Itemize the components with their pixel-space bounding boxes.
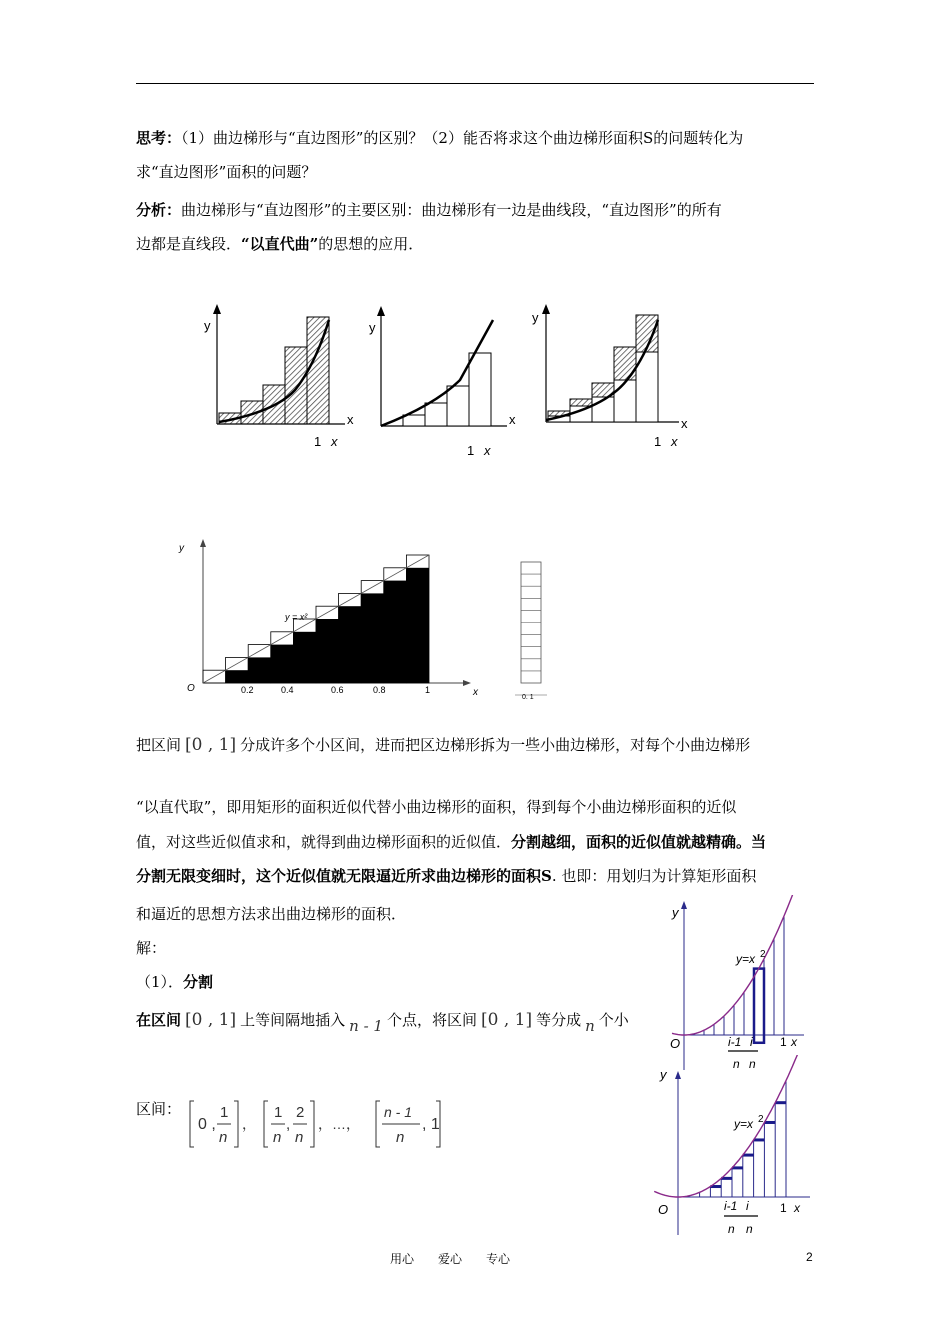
interval-dots: ，…， (318, 1116, 360, 1132)
fig-c-x-label: x (681, 416, 688, 431)
figure-c (532, 304, 688, 449)
header-rule (136, 83, 814, 84)
interval-1-den: n (219, 1129, 228, 1146)
fig4-n1: n (728, 1222, 735, 1236)
fig-a-one-label: 1 (314, 434, 322, 449)
step-text-d: 等分成 (536, 1011, 582, 1029)
fig-a-y-label: y (204, 318, 211, 333)
step-1 (136, 965, 213, 999)
black-bar (384, 581, 407, 683)
parabola-bars-figure (175, 535, 575, 705)
analysis-line2 (136, 227, 423, 261)
fig-a-xb-label: x (331, 434, 338, 449)
analysis-label: 分析： (136, 201, 182, 219)
black-bar (339, 606, 362, 683)
fig2-tick-0.8: 0.8 (373, 685, 386, 695)
analysis-text-2a: 边都是直线段． (136, 235, 242, 253)
step-number: （1）． (136, 973, 184, 991)
partition-text-b: 分成许多个小区间，进而把区边梯形拆为一些小曲边梯形，对每个小曲边梯形 (240, 736, 751, 754)
analysis-text-2b: “以直代曲” (241, 235, 319, 253)
fig3-i: i (750, 1035, 753, 1049)
fig2-origin-label: O (187, 683, 195, 694)
step-text-b: 上等间隔地插入 (240, 1011, 346, 1029)
step-text-c: 个点，将区间 (386, 1011, 477, 1029)
fig3-y-label: y (672, 905, 679, 920)
riemann-figure-upper (654, 895, 814, 1080)
intervals-label (136, 1092, 181, 1126)
n-var: n (585, 1017, 595, 1035)
figure-b (369, 306, 516, 458)
black-bar (271, 645, 294, 683)
fig3-origin: O (670, 1036, 681, 1051)
interval-sep: ， (242, 1116, 256, 1132)
fig3-n2: n (749, 1057, 756, 1071)
intervals-formula (186, 1095, 456, 1155)
interval-1-left: 0 , (198, 1116, 216, 1133)
page-number: 2 (806, 1250, 813, 1264)
figure-a (204, 304, 354, 449)
fig3-i-minus-1: i-1 (728, 1035, 742, 1049)
analysis-paragraph (136, 193, 722, 227)
black-bar (316, 619, 339, 683)
interval-2-num1: 1 (274, 1104, 283, 1121)
strip-figure (515, 562, 547, 701)
interval-3-den: n (396, 1129, 405, 1146)
intervals-text: 区间： (136, 1100, 182, 1118)
interval-3-right: , 1 (422, 1116, 440, 1133)
fig-c-y-label: y (532, 310, 539, 325)
n-minus-1: n - 1 (349, 1017, 383, 1035)
fig-b-one-label: 1 (467, 443, 475, 458)
approx-text-1: “以直代取”，即用矩形的面积近似代替小曲边梯形的面积，得到每个小曲边梯形面积的近似 (136, 798, 737, 816)
step-text-e: 个小 (598, 1011, 629, 1029)
black-bar (361, 593, 384, 683)
thinking-question (136, 121, 743, 155)
fig3-x: x (791, 1035, 797, 1049)
fig-c-xb-label: x (671, 434, 678, 449)
fig4-origin: O (658, 1202, 669, 1217)
approx-text-3b: . 也即：用划归为计算矩形面积 (551, 867, 757, 885)
fig4-i: i (746, 1199, 749, 1213)
fig-b-y-label: y (369, 320, 376, 335)
fig2-y-label: y (179, 543, 184, 554)
jie-text: 解： (136, 939, 167, 957)
fig-b-xb-label: x (484, 443, 491, 458)
black-bar (293, 632, 316, 683)
fig3-one: 1 (780, 1035, 787, 1049)
interval-2-den2: n (295, 1129, 304, 1146)
approximation-figures (195, 300, 715, 470)
interval-0-1-a: [0 , 1] (185, 1010, 237, 1030)
fig4-curve-sup: 2 (758, 1114, 764, 1125)
fig4-one: 1 (780, 1201, 787, 1215)
black-bar (248, 657, 271, 683)
fig3-curve-label: y=x (736, 952, 756, 966)
partition-text-a: 把区间 (136, 736, 182, 754)
approx-text-4: 和逼近的思想方法求出曲边梯形的面积． (136, 905, 407, 923)
fig4-n2: n (746, 1222, 753, 1236)
approx-paragraph-l1 (136, 790, 736, 824)
interval-1-num: 1 (220, 1104, 229, 1121)
thinking-text: （1）曲边梯形与“直边图形”的区别？（2）能否将求这个曲边梯形面积S的问题转化为 (181, 129, 744, 147)
interval-2-den1: n (273, 1129, 282, 1146)
fig-b-x-label: x (509, 412, 516, 427)
fig-a-x-label: x (347, 412, 354, 427)
fig3-n1: n (733, 1057, 740, 1071)
svg-text:,: , (286, 1116, 291, 1133)
fig4-y-label: y (660, 1067, 667, 1082)
step-text-a: 在区间 (136, 1011, 182, 1029)
black-bars (226, 568, 429, 683)
approx-paragraph-l2 (136, 825, 766, 859)
thinking-label: 思考： (136, 129, 182, 147)
fig2-tick-1: 1 (425, 685, 431, 695)
approx-text-3a: 分割无限变细时，这个近似值就无限逼近所求曲边梯形的面积S (136, 867, 552, 885)
fig2-tick-0.4: 0.4 (281, 685, 294, 695)
thinking-text-2: 求“直边图形”面积的问题？ (136, 163, 317, 181)
fig2-tick-0.2: 0.2 (241, 685, 254, 695)
black-bar (226, 670, 249, 683)
interval-0-1: [0 , 1] (185, 735, 237, 755)
analysis-text: 曲边梯形与“直边图形”的主要区别：曲边梯形有一边是曲线段，“直边图形”的所有 (181, 201, 722, 219)
approx-paragraph-l4 (136, 897, 406, 931)
step-title: 分割 (183, 973, 214, 991)
fig4-curve-label: y=x (734, 1117, 754, 1131)
footer-motto: 用心 爱心 专心 (390, 1252, 511, 1266)
upper-partition-lines (694, 916, 784, 1043)
fig2-x-label: x (473, 687, 478, 698)
strip-label: 0. 1 (522, 694, 534, 701)
riemann-figure-lower (648, 1055, 818, 1240)
black-bar (406, 568, 429, 683)
interval-3-num: n - 1 (384, 1104, 413, 1120)
approx-paragraph-l3 (136, 859, 756, 893)
analysis-text-2c: 的思想的应用． (318, 235, 424, 253)
fig3-curve-sup: 2 (760, 949, 766, 960)
fig2-tick-0.6: 0.6 (331, 685, 344, 695)
fig4-x: x (794, 1201, 800, 1215)
highlight-strip (754, 969, 764, 1043)
thinking-question-line2 (136, 155, 316, 189)
fig2-curve-label: y = x² (285, 612, 308, 622)
fig-c-one-label: 1 (654, 434, 662, 449)
partition-paragraph (136, 728, 750, 762)
approx-text-2a: 值，对这些近似值求和，就得到曲边梯形面积的近似值． (136, 833, 512, 851)
interval-0-1-b: [0 , 1] (480, 1010, 533, 1030)
solution-label (136, 931, 166, 965)
approx-text-2b: 分割越细，面积的近似值就越精确。当 (511, 833, 767, 851)
lower-partition-lines (689, 1081, 786, 1197)
fig4-i-minus-1: i-1 (724, 1199, 738, 1213)
step-1-text (136, 1003, 629, 1037)
interval-2-num2: 2 (296, 1104, 305, 1121)
